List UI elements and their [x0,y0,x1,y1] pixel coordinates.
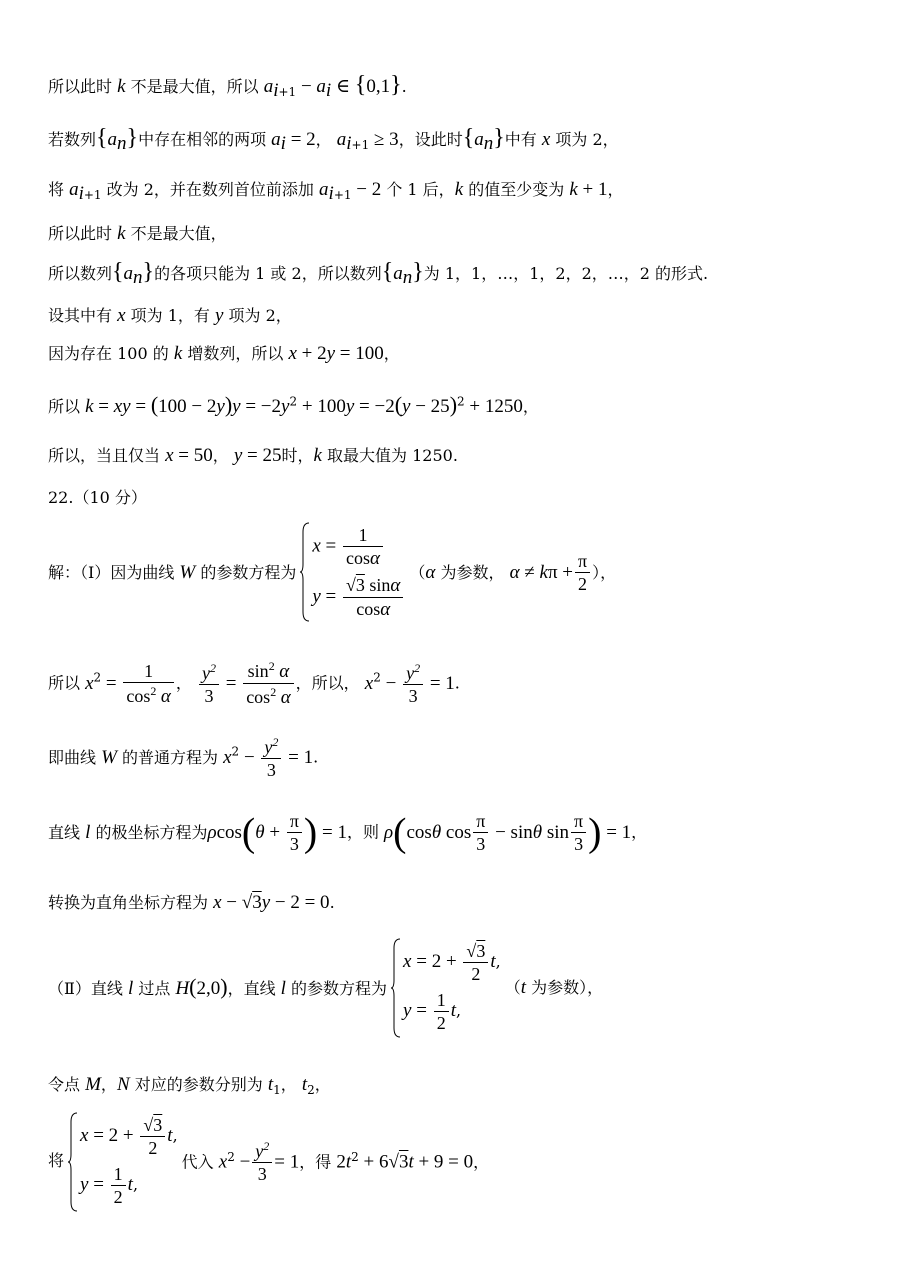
text-line-17: 令点 M，N 对应的参数分别为 $t_1$， $t_2$， [48,1074,331,1098]
text-line-14: 直线 l 的极坐标方程为ρcos(θ + $\frac{\pi}{3}$ ) = 1，则 ρ(cosθ cos $\frac{\pi}{3}$ − sinθ sin $\frac{\pi}{3}$ ) = 1， [48,809,648,855]
text-line-11: 解：（Ⅰ）因为曲线 W 的参数方程为 x = $\frac{1}{\cos\alpha}$ y = $\frac{√3 \sin\alpha}{\cos\alpha}$ （α 为参数， α ≠ kπ + $\frac{\pi}{2}$ ）， [48,525,617,620]
text-line-9: 所以，当且仅当 x = 50， y = 25时，k 取最大值为 1250. [48,445,458,466]
text-line-7: 因为存在 100 的 k 增数列，所以 x + 2y = 100， [48,343,400,364]
text-line-5: 所以数列$\{a_n\}$的各项只能为 1 或 2，所以数列$\{a_n\}$为 1，1，…，1，2，2，…，2 的形式. [48,259,709,289]
text-line-4: 所以此时 k 不是最大值， [48,223,227,244]
text-line-12: 所以 $x^2$ = $\frac{1}{\cos^2 \alpha}$ ， $\frac{y^2}{3}$ = $\frac{\sin^2 \alpha}{\cos^2 \alpha}$ ，所以， $x^2$ − $\frac{y^2}{3}$ = 1. [48,659,460,708]
text-line-6: 设其中有 x 项为 1，有 y 项为 2， [48,305,292,326]
text-line-2: 若数列$\{a_n\}$中存在相邻的两项 $a_i = 2$， $a_{i+1} \ge 3$，设此时$\{a_n\}$中有 x 项为 2， [48,125,619,155]
text-line-13: 即曲线 W 的普通方程为 $x^2$ − $\frac{y^2}{3}$ = 1. [48,735,319,780]
question-number: 22.（10 分） [48,488,147,507]
text-line-1: 所以此时 k 不是最大值，所以 $a_{i+1} - a_i$ ∈ {0,1}. [48,72,407,102]
text-line-15: 转换为直角坐标方程为 x − √3y − 2 = 0. [48,892,335,913]
text-line-18: 将 x = 2 + $\frac{√3}{2}$ t, y = $\frac{1}{2}$ t, 代入 $x^2$ − $\frac{y^2}{3}$ = 1，得 $2t^2 + 6√3t + 9 = 0$， [48,1112,489,1210]
text-line-16: （Ⅱ）直线 l 过点 H(2,0)，直线 l 的参数方程为 x = 2 + $\frac{√3}{2}$ t, y = $\frac{1}{2}$ t, （t 为参数）， [48,938,603,1036]
text-line-8: 所以 k = xy = $(100 - 2y)y = -2y^2 + 100y = -2(y - 25)^2 + 1250$， [48,392,539,417]
text-line-3: 将 $a_{i+1}$ 改为 2，并在数列首位前添加 $a_{i+1} - 2$ 个 1 后，k 的值至少变为 k + 1， [48,179,624,205]
